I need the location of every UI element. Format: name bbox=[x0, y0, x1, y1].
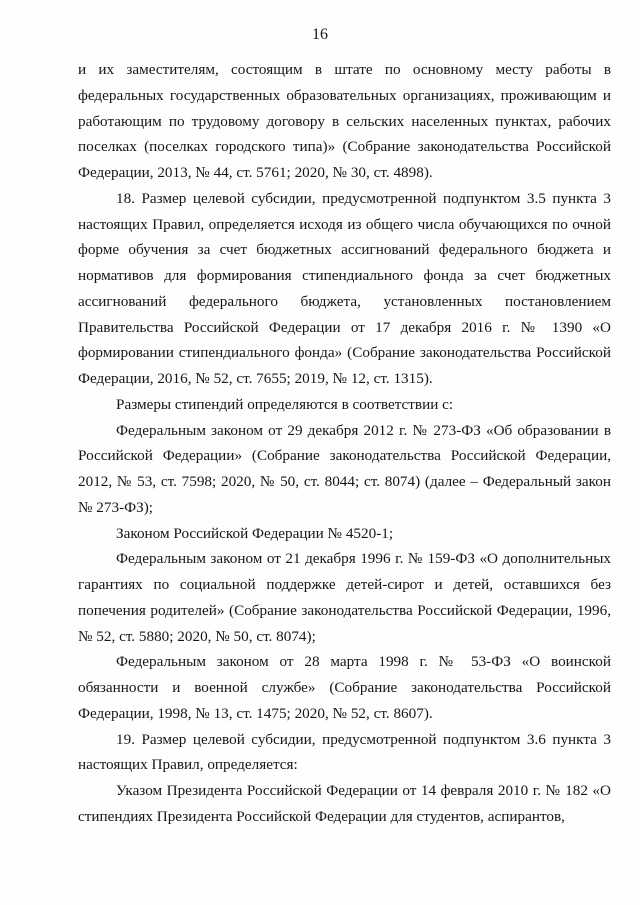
paragraph-scholarship-sizes: Размеры стипендий определяются в соответствии с: bbox=[116, 395, 454, 413]
paragraph-law-4520: Законом Российской Федерации № 4520-1; bbox=[116, 524, 394, 542]
paragraph-law-159: Федеральным законом от 21 декабря 1996 г. № 159-ФЗ «О дополнительных гарантиях по социальной поддержке детей-сирот и детей, оставшихся без попечения родителей» (Собрание законодательства Российской Федерации, 1996, № 52, ст. 5880; 2020, № 50, ст. 8074); bbox=[78, 550, 611, 645]
paragraph-item-18: 18. Размер целевой субсидии, предусмотренной подпунктом 3.5 пункта 3 настоящих Правил, определяется исходя из общего числа обучающихся по очной форме обучения за счет бюджетных ассигнований федерального бюджета и нормативов для формирования стипендиального фонда за счет бюджетных ассигнований федерального бюджета, установленных постановлением Правительства Российской Федерации от 17 декабря 2016 г. № 1390 «О формировании стипендиального фонда» (Собрание законодательства Российской Федерации, 2016, № 52, ст. 7655; 2019, № 12, ст. 1315). bbox=[78, 189, 611, 387]
page-number: 16 bbox=[312, 26, 328, 43]
paragraph-decree-182: Указом Президента Российской Федерации от 14 февраля 2010 г. № 182 «О стипендиях Президента Российской Федерации для студентов, аспирантов, bbox=[78, 782, 611, 825]
paragraph-continuation: и их заместителям, состоящим в штате по основному месту работы в федеральных государственных образовательных организациях, проживающим и работающим по трудовому договору в сельских населенных пунктах, рабочих поселках (поселках городского типа)» (Собрание законодательства Российской Федерации, 2013, № 44, ст. 5761; 2020, № 30, ст. 4898). bbox=[78, 61, 611, 181]
paragraph-law-273: Федеральным законом от 29 декабря 2012 г. № 273-ФЗ «Об образовании в Российской Федерации» (Собрание законодательства Российской Федерации, 2012, № 53, ст. 7598; 2020, № 50, ст. 8044; ст. 8074) (далее – Федеральный закон № 273-ФЗ); bbox=[78, 421, 611, 516]
paragraph-item-19: 19. Размер целевой субсидии, предусмотренной подпунктом 3.6 пункта 3 настоящих Правил, определяется: bbox=[78, 730, 611, 774]
paragraph-law-53: Федеральным законом от 28 марта 1998 г. № 53-ФЗ «О воинской обязанности и военной службе» (Собрание законодательства Российской Федерации, 1998, № 13, ст. 1475; 2020, № 52, ст. 8607). bbox=[78, 653, 611, 722]
document-body bbox=[78, 57, 611, 830]
